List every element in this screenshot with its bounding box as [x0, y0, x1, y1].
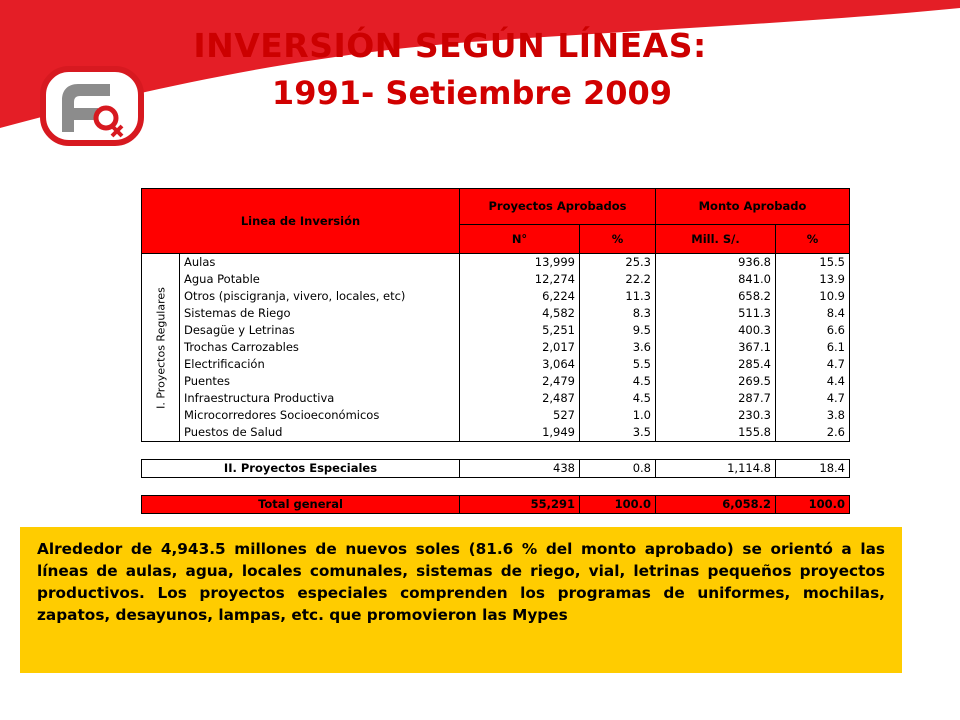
- cell-pct-n: 4.5: [580, 390, 656, 407]
- cell-pct-n: 9.5: [580, 322, 656, 339]
- cell-mill: 658.2: [656, 288, 776, 305]
- cell-mill: 230.3: [656, 407, 776, 424]
- cell-name: Agua Potable: [180, 271, 460, 288]
- cell-name: Otros (piscigranja, vivero, locales, etc): [180, 288, 460, 305]
- special-n: 438: [460, 460, 580, 478]
- cell-pct-n: 25.3: [580, 254, 656, 272]
- cell-pct-n: 11.3: [580, 288, 656, 305]
- cell-mill: 400.3: [656, 322, 776, 339]
- cell-pct-m: 6.1: [776, 339, 850, 356]
- cell-pct-m: 10.9: [776, 288, 850, 305]
- table-row: [142, 356, 850, 373]
- cell-pct-m: 15.5: [776, 254, 850, 272]
- cell-name: Electrificación: [180, 356, 460, 373]
- cell-mill: 936.8: [656, 254, 776, 272]
- table-row: [142, 288, 850, 305]
- cell-pct-n: 8.3: [580, 305, 656, 322]
- special-pct-n: 0.8: [580, 460, 656, 478]
- cell-n: 5,251: [460, 322, 580, 339]
- cell-name: Puestos de Salud: [180, 424, 460, 442]
- cell-mill: 841.0: [656, 271, 776, 288]
- total-n: 55,291: [460, 496, 580, 514]
- table-row: [142, 254, 850, 272]
- total-row: [142, 496, 850, 514]
- table-row: [142, 424, 850, 442]
- total-pct-n: 100.0: [580, 496, 656, 514]
- cell-pct-m: 4.4: [776, 373, 850, 390]
- cell-n: 6,224: [460, 288, 580, 305]
- cell-pct-n: 3.5: [580, 424, 656, 442]
- cell-pct-n: 3.6: [580, 339, 656, 356]
- cell-pct-n: 4.5: [580, 373, 656, 390]
- cell-n: 2,487: [460, 390, 580, 407]
- table-row: [142, 271, 850, 288]
- cell-name: Desagüe y Letrinas: [180, 322, 460, 339]
- header-pct-n: %: [580, 225, 656, 254]
- cell-n: 4,582: [460, 305, 580, 322]
- investment-table: [141, 188, 850, 514]
- cell-name: Puentes: [180, 373, 460, 390]
- cell-n: 13,999: [460, 254, 580, 272]
- page-title: INVERSIÓN SEGÚN LÍNEAS:: [193, 26, 707, 65]
- cell-mill: 285.4: [656, 356, 776, 373]
- cell-name: Infraestructura Productiva: [180, 390, 460, 407]
- header-monto: Monto Aprobado: [656, 189, 850, 225]
- cell-pct-m: 4.7: [776, 356, 850, 373]
- cell-pct-m: 2.6: [776, 424, 850, 442]
- special-label: II. Proyectos Especiales: [142, 460, 460, 478]
- table-row: [142, 390, 850, 407]
- header-swoosh: [0, 0, 960, 140]
- cell-pct-n: 5.5: [580, 356, 656, 373]
- header-n: N°: [460, 225, 580, 254]
- table-row: [142, 407, 850, 424]
- summary-note: Alrededor de 4,943.5 millones de nuevos soles (81.6 % del monto aprobado) se orientó a las líneas de aulas, agua, locales comunales, sistemas de riego, vial, letrinas pequeños proyectos productivos. Los proyectos especiales comprenden los programas de uniformes, mochilas, zapatos, desayunos, lampas, etc. que promovieron las Mypes: [20, 527, 902, 673]
- cell-mill: 269.5: [656, 373, 776, 390]
- special-pct-m: 18.4: [776, 460, 850, 478]
- header-proyectos: Proyectos Aprobados: [460, 189, 656, 225]
- cell-n: 2,017: [460, 339, 580, 356]
- cell-n: 2,479: [460, 373, 580, 390]
- table-row: [142, 373, 850, 390]
- table-row: [142, 339, 850, 356]
- cell-n: 527: [460, 407, 580, 424]
- cell-name: Sistemas de Riego: [180, 305, 460, 322]
- total-mill: 6,058.2: [656, 496, 776, 514]
- cell-n: 3,064: [460, 356, 580, 373]
- cell-pct-m: 3.8: [776, 407, 850, 424]
- header-mill: Mill. S/.: [656, 225, 776, 254]
- group-label: I. Proyectos Regulares: [154, 286, 167, 409]
- cell-pct-m: 8.4: [776, 305, 850, 322]
- page-subtitle: 1991- Setiembre 2009: [271, 74, 673, 112]
- cell-pct-m: 4.7: [776, 390, 850, 407]
- cell-name: Trochas Carrozables: [180, 339, 460, 356]
- cell-pct-n: 1.0: [580, 407, 656, 424]
- cell-pct-m: 6.6: [776, 322, 850, 339]
- cell-n: 1,949: [460, 424, 580, 442]
- table-row: [142, 305, 850, 322]
- cell-mill: 511.3: [656, 305, 776, 322]
- total-pct-m: 100.0: [776, 496, 850, 514]
- cell-mill: 155.8: [656, 424, 776, 442]
- header-linea: Linea de Inversión: [142, 189, 460, 254]
- cell-n: 12,274: [460, 271, 580, 288]
- special-mill: 1,114.8: [656, 460, 776, 478]
- header-pct-m: %: [776, 225, 850, 254]
- cell-mill: 367.1: [656, 339, 776, 356]
- cell-pct-n: 22.2: [580, 271, 656, 288]
- cell-mill: 287.7: [656, 390, 776, 407]
- table-row: [142, 322, 850, 339]
- cell-name: Aulas: [180, 254, 460, 272]
- total-label: Total general: [142, 496, 460, 514]
- cell-pct-m: 13.9: [776, 271, 850, 288]
- group-label-cell: [142, 254, 180, 442]
- cell-name: Microcorredores Socioeconómicos: [180, 407, 460, 424]
- special-row: [142, 460, 850, 478]
